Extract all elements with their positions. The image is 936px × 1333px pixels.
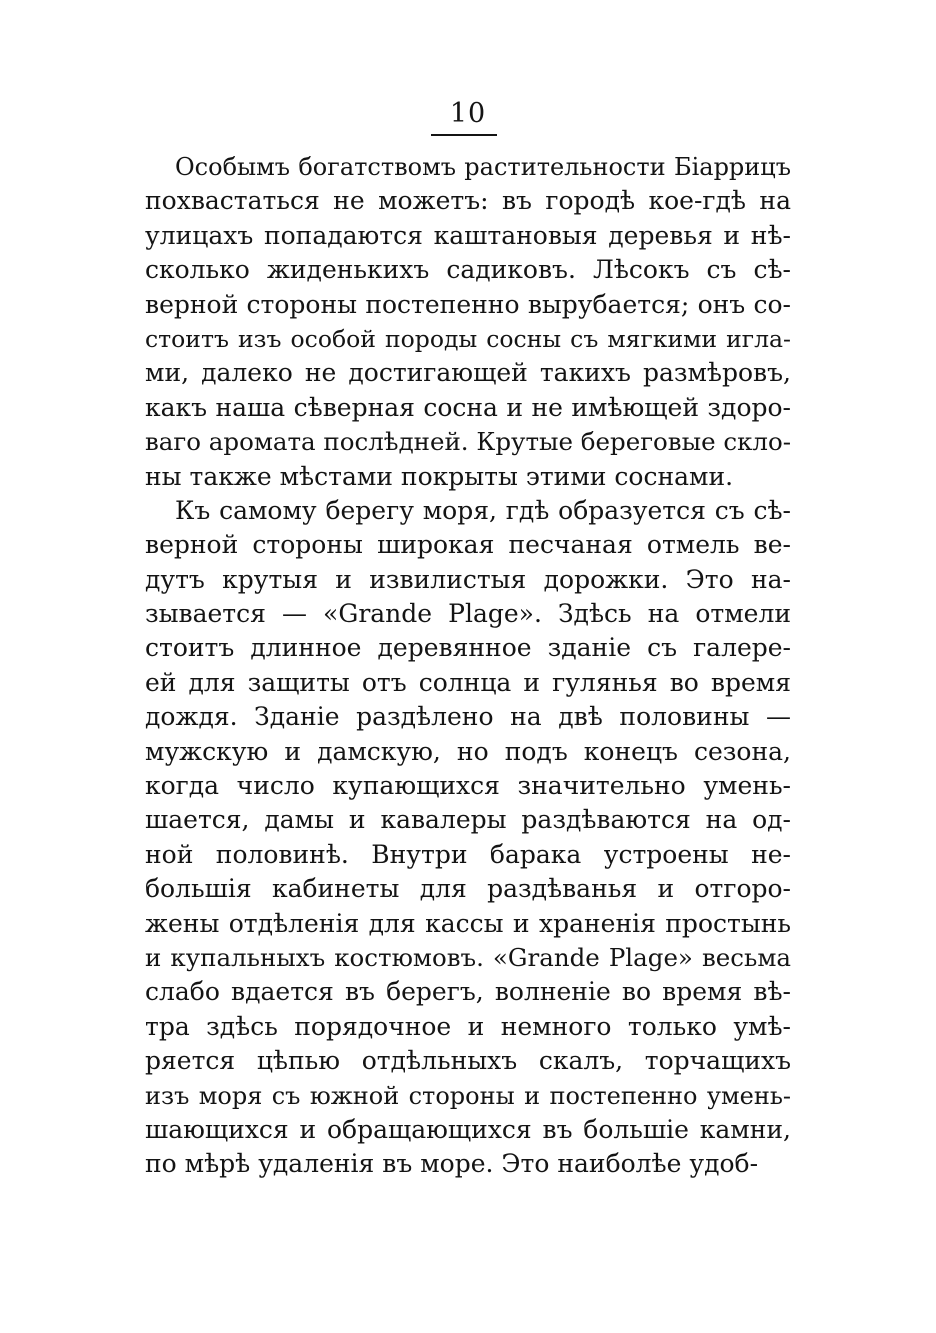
- text-line: большія кабинеты для раздѣванья и отгоро-: [145, 874, 791, 904]
- text-line: жены отдѣленія для кассы и храненія простынь: [145, 908, 791, 938]
- text-line: похвастаться не можетъ: въ городѣ кое-гдѣ на: [145, 186, 791, 216]
- text-line: Особымъ богатствомъ растительности Біаррицъ: [175, 153, 791, 181]
- paragraph-2: [145, 494, 791, 1182]
- paragraph-1: [145, 150, 791, 494]
- text-line: ей для защиты отъ солнца и гулянья во время: [145, 667, 791, 697]
- text-line: слабо вдается въ берегъ, волненіе во время вѣ-: [145, 977, 791, 1007]
- text-line: верной стороны постепенно вырубается; онъ со-: [145, 289, 791, 319]
- text-line: изъ моря съ южной стороны и постепенно умень-: [145, 1081, 791, 1110]
- text-line: стоитъ изъ особой породы сосны съ мягкими игла-: [145, 324, 791, 353]
- text-line: дождя. Зданіе раздѣлено на двѣ половины —: [145, 702, 791, 732]
- text-line: сколько жиденькихъ садиковъ. Лѣсокъ съ сѣ-: [145, 255, 791, 285]
- text-line: улицахъ попадаются каштановыя деревья и нѣ-: [145, 220, 791, 250]
- text-line: ны также мѣстами покрыты этими соснами.: [145, 461, 734, 491]
- text-line: ряется цѣпью отдѣльныхъ скалъ, торчащихъ: [145, 1046, 791, 1076]
- page-number-rule: [431, 134, 497, 136]
- text-line: шается, дамы и кавалеры раздѣваются на од-: [145, 805, 791, 835]
- text-line: стоитъ длинное деревянное зданіе съ галере-: [145, 633, 791, 663]
- text-line: Къ самому берегу моря, гдѣ образуется съ сѣ-: [175, 495, 791, 525]
- text-line: по мѣрѣ удаленія въ море. Это наиболѣе удоб-: [145, 1149, 759, 1179]
- text-line: ваго аромата послѣдней. Крутые береговые скло-: [145, 427, 792, 457]
- text-line: какъ наша сѣверная сосна и не имѣющей здоро-: [145, 392, 791, 422]
- text-line: ми, далеко не достигающей такихъ размѣровъ,: [145, 358, 791, 388]
- text-line: зывается — «Grande Plage». Здѣсь на отмели: [145, 599, 791, 629]
- text-line: мужскую и дамскую, но подъ конецъ сезона,: [145, 736, 791, 766]
- text-line: тра здѣсь порядочное и немного только умѣ-: [145, 1011, 791, 1041]
- text-line: когда число купающихся значительно умень-: [145, 771, 791, 801]
- text-line: ной половинѣ. Внутри барака устроены не-: [145, 839, 791, 869]
- body-text: [145, 150, 791, 1182]
- page-number: 10: [449, 98, 487, 129]
- text-line: дутъ крутыя и извилистыя дорожки. Это на-: [145, 564, 791, 594]
- text-line: шающихся и обращающихся въ большіе камни,: [145, 1114, 791, 1144]
- text-line: и купальныхъ костюмовъ. «Grande Plage» весьма: [145, 942, 791, 972]
- text-line: верной стороны широкая песчаная отмель ве-: [145, 530, 791, 560]
